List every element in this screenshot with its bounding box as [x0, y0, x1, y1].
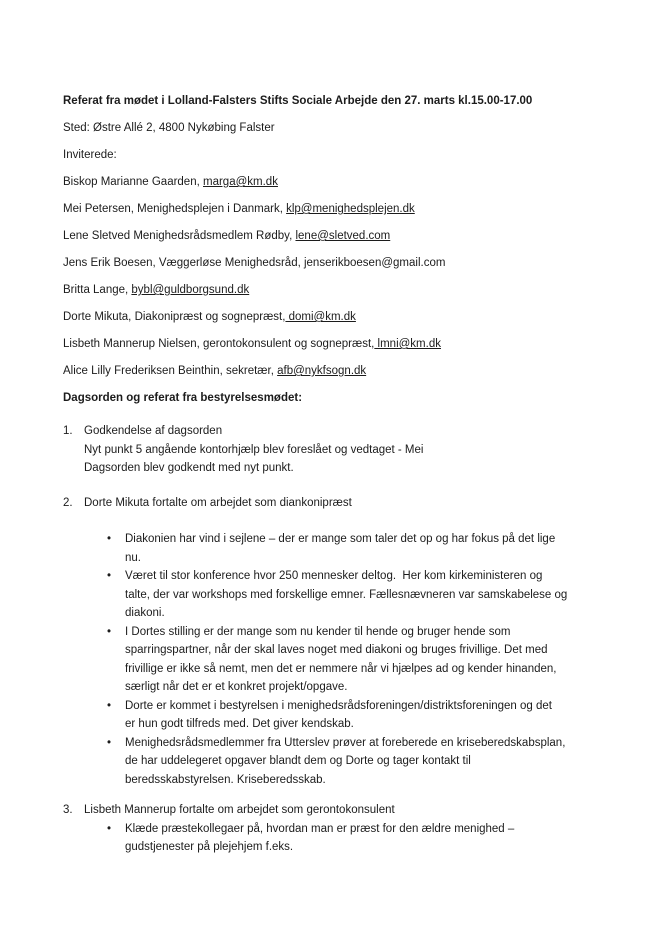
attendee-name: Lisbeth Mannerup Nielsen, gerontokonsulent og sognepræst, [63, 338, 375, 350]
bullet-text-line: nu. [125, 551, 141, 564]
document-content [63, 88, 629, 857]
bullet-text-line: Dorte er kommet i bestyrelsen i menighedsrådsforeningen/distriktsforeningen og det [125, 699, 552, 712]
bullet-marker: • [107, 822, 112, 835]
attendee-email-link[interactable]: afb@nykfsogn.dk [277, 365, 367, 377]
bullet-item [84, 530, 629, 567]
attendee-email-link[interactable]: bybl@guldborgsund.dk [131, 284, 250, 296]
bullet-marker: • [107, 570, 112, 582]
attendee-name: Britta Lange, [63, 284, 132, 296]
item-number: 1. [63, 425, 73, 437]
attendee-email-link[interactable]: domi@km.dk [285, 311, 356, 323]
item-number: 3. [63, 804, 73, 816]
bullet-text-line: Diakonien har vind i sejlene – der er mange som taler det op og har fokus på det lige [125, 533, 556, 545]
attendee-email-text: jenserikboesen@gmail.com [303, 257, 446, 269]
attendee-name: Mei Petersen, Menighedsplejen i Danmark, [63, 203, 287, 215]
bullet-list [84, 530, 629, 789]
attendee-name: Lene Sletved Menighedsrådsmedlem Rødby, [63, 230, 296, 242]
bullet-text-line: Klæde præstekollegaer på, hvordan man er præst for den ældre menighed – [125, 822, 515, 835]
attendee-line [63, 277, 629, 304]
agenda-item-3 [63, 801, 629, 857]
bullet-item [84, 567, 629, 623]
attendee-line [63, 331, 629, 358]
attendee-name: Alice Lilly Frederiksen Beinthin, sekretær, [63, 365, 278, 377]
item-text-line: Dagsorden blev godkendt med nyt punkt. [84, 462, 294, 474]
bullet-marker: • [107, 699, 112, 712]
bullet-list [84, 820, 629, 857]
item-title: Godkendelse af dagsorden [84, 425, 223, 437]
bullet-text-line: gudstjenester på plejehjem f.eks. [125, 841, 294, 853]
agenda-item-2 [63, 494, 629, 790]
item-number: 2. [63, 496, 73, 509]
attendee-line [63, 196, 629, 223]
attendee-email-link[interactable]: marga@km.dk [203, 176, 278, 188]
bullet-text-line: I Dortes stilling er der mange som nu kender til hende og bruger hende som [125, 625, 511, 638]
invited-label: Inviterede: [63, 149, 117, 161]
attendee-name: Dorte Mikuta, Diakonipræst og sognepræst, [63, 311, 286, 323]
attendee-name: Jens Erik Boesen, Væggerløse Menighedsråd, [63, 257, 304, 269]
attendee-email-link[interactable]: lmni@km.dk [374, 338, 441, 350]
agenda-heading: Dagsorden og referat fra bestyrelsesmødet: [63, 392, 303, 404]
bullet-text-line: frivillige er ikke så nemt, men det er nemmere når vi hjælpes ad og kender hinanden, [125, 662, 557, 675]
item-title: Dorte Mikuta fortalte om arbejdet som diankonipræst [84, 496, 352, 509]
bullet-marker: • [107, 625, 112, 638]
agenda-list [63, 422, 629, 857]
meeting-location: Sted: Østre Allé 2, 4800 Nykøbing Falster [63, 122, 275, 134]
bullet-text-line: er hun godt tilfreds med. Det giver kendskab. [125, 718, 354, 730]
bullet-marker: • [107, 533, 112, 545]
bullet-text-line: Været til stor konference hvor 250 mennesker deltog. Her kom kirkeministeren og [125, 570, 543, 582]
bullet-text-line: talte, der var workshops med forskellige emner. Fællesnævneren var samskabelese og [125, 588, 568, 601]
attendee-line [63, 358, 629, 385]
bullet-text-line: Menighedsrådsmedlemmer fra Utterslev prøver at foreberede en kriseberedskabsplan, [125, 736, 566, 749]
attendee-line [63, 250, 629, 277]
item-text-line: Nyt punkt 5 angående kontorhjælp blev foreslået og vedtaget - Mei [84, 443, 424, 456]
attendee-line [63, 304, 629, 331]
attendee-email-link[interactable]: lene@sletved.com [295, 230, 391, 242]
bullet-item [84, 697, 629, 734]
bullet-item [84, 734, 629, 790]
agenda-item-1 [63, 422, 629, 478]
attendee-name: Biskop Marianne Gaarden, [63, 176, 203, 188]
bullet-marker: • [107, 736, 112, 749]
bullet-item [84, 623, 629, 697]
bullet-text-line: diakoni. [125, 607, 165, 619]
bullet-text-line: de har uddelegeret opgaver blandt dem og Dorte og tager kontakt til [125, 755, 471, 767]
bullet-item [84, 820, 629, 857]
attendee-email-link[interactable]: klp@menighedsplejen.dk [286, 203, 415, 215]
bullet-text-line: sparringspartner, når der skal laves noget med diakoni og bruges frivillige. Det med [125, 644, 548, 656]
document-title: Referat fra mødet i Lolland-Falsters Stifts Sociale Arbejde den 27. marts kl.15.00-17.00 [63, 95, 533, 107]
item-title: Lisbeth Mannerup fortalte om arbejdet som gerontokonsulent [84, 804, 395, 816]
bullet-text-line: særligt når det er et konkret projekt/opgave. [125, 681, 348, 693]
attendee-line [63, 169, 629, 196]
attendee-line [63, 223, 629, 250]
bullet-text-line: beredsskabstyrelsen. Kriseberedsskab. [125, 773, 326, 786]
